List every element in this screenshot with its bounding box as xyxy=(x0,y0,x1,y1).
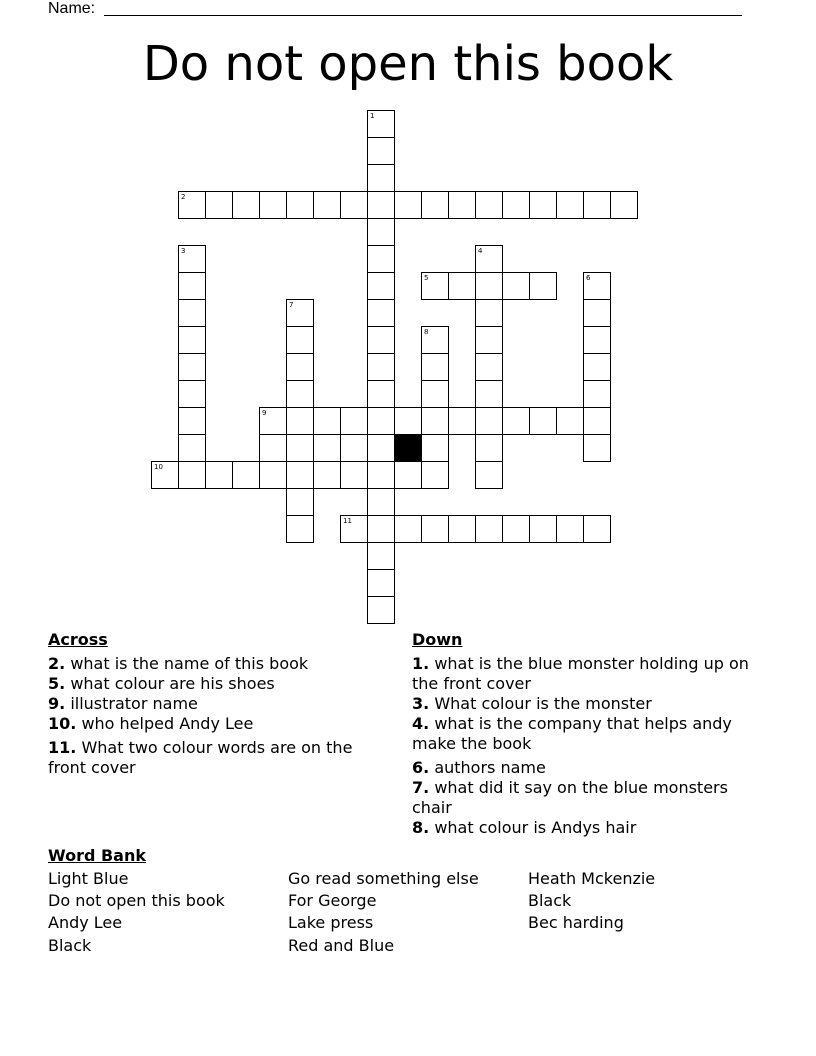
crossword-cell[interactable] xyxy=(583,299,611,327)
crossword-cell[interactable] xyxy=(475,326,503,354)
crossword-cell[interactable] xyxy=(475,461,503,489)
crossword-cell[interactable] xyxy=(367,596,395,624)
clue-number: 2 xyxy=(181,193,186,201)
crossword-cell[interactable] xyxy=(232,461,260,489)
crossword-cell[interactable] xyxy=(421,434,449,462)
crossword-cell[interactable] xyxy=(421,326,449,354)
clue-across-2: 2. what is the name of this book xyxy=(48,654,309,673)
down-clues xyxy=(412,654,757,838)
crossword-cell[interactable] xyxy=(529,407,557,435)
word-bank-item: Light Blue xyxy=(48,869,129,888)
crossword-cell[interactable] xyxy=(340,461,368,489)
word-bank-item: Black xyxy=(48,936,92,955)
word-bank-item: Go read something else xyxy=(288,869,479,888)
crossword-cell[interactable] xyxy=(232,191,260,219)
crossword-cell[interactable] xyxy=(286,299,314,327)
crossword-cell[interactable] xyxy=(367,515,395,543)
crossword-cell[interactable] xyxy=(367,164,395,192)
crossword-cell[interactable] xyxy=(259,407,287,435)
crossword-cell[interactable] xyxy=(475,299,503,327)
crossword-block xyxy=(394,434,422,462)
crossword-cell[interactable] xyxy=(286,434,314,462)
crossword-cell[interactable] xyxy=(286,380,314,408)
clue-number: 1 xyxy=(370,112,375,120)
crossword-cell[interactable] xyxy=(475,515,503,543)
crossword-cell[interactable] xyxy=(583,407,611,435)
crossword-cell[interactable] xyxy=(421,515,449,543)
crossword-cell[interactable] xyxy=(178,461,206,489)
crossword-cell[interactable] xyxy=(178,407,206,435)
crossword-cell[interactable] xyxy=(259,461,287,489)
word-bank-item: Red and Blue xyxy=(288,936,395,955)
crossword-cell[interactable] xyxy=(421,461,449,489)
clue-number: 3 xyxy=(181,247,186,255)
crossword-cell[interactable] xyxy=(448,272,476,300)
crossword-cell[interactable] xyxy=(367,326,395,354)
crossword-cell[interactable] xyxy=(583,380,611,408)
across-clues xyxy=(48,654,388,778)
crossword-cell[interactable] xyxy=(259,191,287,219)
crossword-cell[interactable] xyxy=(421,272,449,300)
crossword-cell[interactable] xyxy=(502,407,530,435)
crossword-cell[interactable] xyxy=(367,434,395,462)
crossword-cell[interactable] xyxy=(583,353,611,381)
crossword-cell[interactable] xyxy=(475,245,503,273)
crossword-cell[interactable] xyxy=(475,191,503,219)
crossword-cell[interactable] xyxy=(502,515,530,543)
crossword-cell[interactable] xyxy=(313,407,341,435)
clue-number: 4 xyxy=(478,247,483,255)
crossword-cell[interactable] xyxy=(583,326,611,354)
clue-down-1: 1. what is the blue monster holding up on the front cover xyxy=(412,654,749,693)
crossword-cell[interactable] xyxy=(340,191,368,219)
crossword-cell[interactable] xyxy=(529,515,557,543)
clue-number: 7 xyxy=(289,301,294,309)
crossword-cell[interactable] xyxy=(286,353,314,381)
name-label: Name: xyxy=(48,0,96,17)
crossword-cell[interactable] xyxy=(475,407,503,435)
clue-down-7: 7. what did it say on the blue monsters chair xyxy=(412,778,728,817)
crossword-cell[interactable] xyxy=(367,461,395,489)
crossword-cell[interactable] xyxy=(367,272,395,300)
clue-down-3: 3. What colour is the monster xyxy=(412,694,652,713)
crossword-cell[interactable] xyxy=(502,191,530,219)
crossword-cell[interactable] xyxy=(151,461,179,489)
crossword-cell[interactable] xyxy=(178,245,206,273)
crossword-cell[interactable] xyxy=(367,380,395,408)
crossword-cell[interactable] xyxy=(583,434,611,462)
crossword-cell[interactable] xyxy=(286,515,314,543)
crossword-cell[interactable] xyxy=(421,353,449,381)
crossword-cell[interactable] xyxy=(448,191,476,219)
crossword-cell[interactable] xyxy=(394,191,422,219)
clue-across-5: 5. what colour are his shoes xyxy=(48,674,275,693)
crossword-cell[interactable] xyxy=(367,488,395,516)
crossword-cell[interactable] xyxy=(286,407,314,435)
crossword-cell[interactable] xyxy=(178,380,206,408)
crossword-cell[interactable] xyxy=(178,272,206,300)
crossword-cell[interactable] xyxy=(394,515,422,543)
crossword-cell[interactable] xyxy=(394,461,422,489)
crossword-cell[interactable] xyxy=(286,326,314,354)
across-heading: Across xyxy=(48,630,108,649)
crossword-cell[interactable] xyxy=(313,191,341,219)
clue-across-11: 11. What two colour words are on the front cover xyxy=(48,738,353,777)
clue-number: 11 xyxy=(343,517,352,525)
word-bank-item: Andy Lee xyxy=(48,913,123,932)
crossword-cell[interactable] xyxy=(367,110,395,138)
word-bank-item: Bec harding xyxy=(528,913,624,932)
crossword-cell[interactable] xyxy=(556,515,584,543)
crossword-cell[interactable] xyxy=(529,191,557,219)
crossword-cell[interactable] xyxy=(529,272,557,300)
crossword-cell[interactable] xyxy=(286,461,314,489)
crossword-cell[interactable] xyxy=(205,461,233,489)
crossword-cell[interactable] xyxy=(610,191,638,219)
crossword-cell[interactable] xyxy=(205,191,233,219)
crossword-cell[interactable] xyxy=(367,137,395,165)
crossword-cell[interactable] xyxy=(556,191,584,219)
crossword-cell[interactable] xyxy=(340,434,368,462)
clue-number: 8 xyxy=(424,328,429,336)
clue-number: 5 xyxy=(424,274,429,282)
crossword-cell[interactable] xyxy=(178,434,206,462)
crossword-cell[interactable] xyxy=(367,218,395,246)
crossword-cell[interactable] xyxy=(367,299,395,327)
crossword-cell[interactable] xyxy=(583,191,611,219)
crossword-cell[interactable] xyxy=(421,191,449,219)
crossword-cell[interactable] xyxy=(286,488,314,516)
crossword-cell[interactable] xyxy=(178,191,206,219)
clue-across-10: 10. who helped Andy Lee xyxy=(48,714,254,733)
crossword-cell[interactable] xyxy=(583,515,611,543)
clue-number: 9 xyxy=(262,409,267,417)
crossword-cell[interactable] xyxy=(178,326,206,354)
word-bank-item: For George xyxy=(288,891,377,910)
clue-down-4: 4. what is the company that helps andy make the book xyxy=(412,714,732,753)
crossword-cell[interactable] xyxy=(367,407,395,435)
crossword-cell[interactable] xyxy=(394,407,422,435)
crossword-cell[interactable] xyxy=(340,407,368,435)
crossword-cell[interactable] xyxy=(475,380,503,408)
down-heading: Down xyxy=(412,630,463,649)
crossword-cell[interactable] xyxy=(313,434,341,462)
crossword-cell[interactable] xyxy=(475,434,503,462)
clue-number: 10 xyxy=(154,463,163,471)
crossword-cell[interactable] xyxy=(367,245,395,273)
crossword-cell[interactable] xyxy=(583,272,611,300)
word-bank-item: Black xyxy=(528,891,572,910)
clue-down-6: 6. authors name xyxy=(412,758,546,777)
crossword-cell[interactable] xyxy=(367,353,395,381)
clue-number: 6 xyxy=(586,274,591,282)
crossword-cell[interactable] xyxy=(178,299,206,327)
crossword-cell[interactable] xyxy=(502,272,530,300)
crossword-cell[interactable] xyxy=(475,353,503,381)
crossword-cell[interactable] xyxy=(313,461,341,489)
crossword-cell[interactable] xyxy=(340,515,368,543)
clue-across-9: 9. illustrator name xyxy=(48,694,198,713)
crossword-cell[interactable] xyxy=(259,434,287,462)
crossword-cell[interactable] xyxy=(367,569,395,597)
crossword-cell[interactable] xyxy=(556,407,584,435)
crossword-cell[interactable] xyxy=(421,380,449,408)
crossword-cell[interactable] xyxy=(367,191,395,219)
clue-down-8: 8. what colour is Andys hair xyxy=(412,818,637,837)
word-bank-item: Lake press xyxy=(288,913,374,932)
word-bank-item: Heath Mckenzie xyxy=(528,869,656,888)
page-title: Do not open this book xyxy=(142,36,674,92)
crossword-cell[interactable] xyxy=(286,191,314,219)
crossword-cell[interactable] xyxy=(367,542,395,570)
crossword-cell[interactable] xyxy=(448,407,476,435)
crossword-cell[interactable] xyxy=(421,407,449,435)
crossword-cell[interactable] xyxy=(475,272,503,300)
crossword-cell[interactable] xyxy=(448,515,476,543)
word-bank-item: Do not open this book xyxy=(48,891,225,910)
word-bank-heading: Word Bank xyxy=(48,846,147,865)
crossword-cell[interactable] xyxy=(178,353,206,381)
